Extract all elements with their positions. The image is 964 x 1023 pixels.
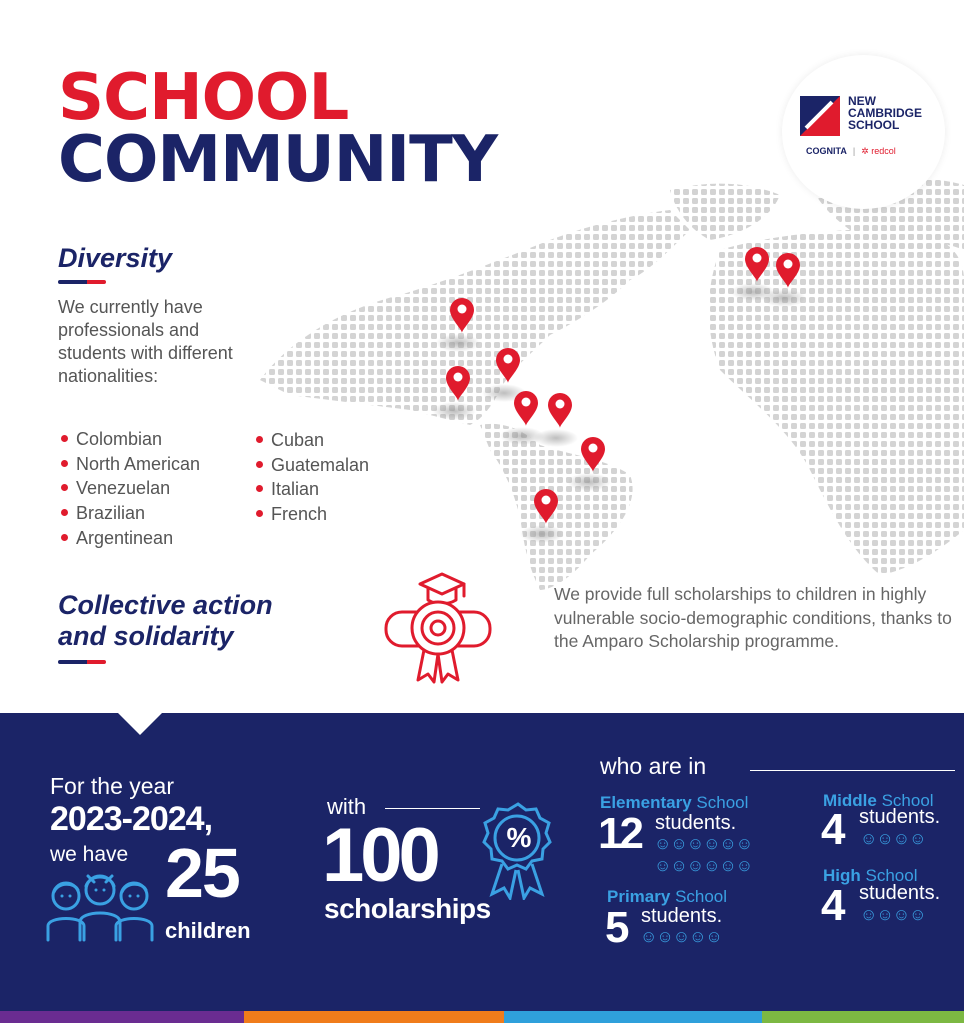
world-map — [250, 170, 964, 590]
diversity-intro: We currently have professionals and students with different nationalities: — [58, 297, 233, 386]
primary-count: 5 — [605, 903, 630, 952]
high-students-label: students. — [859, 882, 941, 904]
europe-africa-dots — [709, 228, 964, 575]
color-strip-purple — [0, 1011, 244, 1023]
heading-underline — [58, 280, 106, 284]
for-the-year-label: For the year — [50, 773, 174, 799]
high-count: 4 — [821, 881, 846, 930]
title-school: SCHOOL — [58, 61, 349, 135]
scholarships-label: scholarships — [324, 893, 491, 924]
title-community: COMMUNITY — [58, 123, 498, 197]
children-label: children — [165, 918, 251, 943]
heading-underline — [58, 660, 106, 664]
percent-sign: % — [506, 822, 532, 853]
primary-students-label: students. — [641, 905, 723, 927]
we-have-label: we have — [50, 843, 129, 866]
elementary-students-label: students. — [655, 812, 737, 834]
divider-line — [750, 770, 955, 771]
color-strip-green — [762, 1011, 964, 1023]
band-notch — [118, 713, 162, 735]
nationality-item: Guatemalan — [253, 453, 369, 478]
logo-partners: COGNITA | ✲ redcol — [806, 146, 896, 156]
nationality-item: French — [253, 502, 369, 527]
diversity-heading: Diversity — [58, 243, 173, 273]
year-label: 2023-2024, — [50, 800, 213, 838]
color-strip-blue — [504, 1011, 762, 1023]
primary-smiley-icons: ☺☺☺☺☺ — [640, 927, 722, 946]
nationality-item: Venezuelan — [58, 476, 200, 501]
elementary-count: 12 — [598, 809, 641, 858]
middle-students-label: students. — [859, 806, 941, 828]
map-pin — [534, 393, 578, 447]
who-are-in-label: who are in — [600, 753, 707, 779]
elementary-school-label: Elementary School — [600, 793, 749, 812]
nationality-list-1 — [58, 427, 200, 551]
scholarship-description: We provide full scholarships to children in highly vulnerable socio-demographic conditions, thanks to the Amparo Scholarship programme. — [554, 584, 952, 651]
scholarship-count: 100 — [322, 813, 437, 898]
nationality-item: Argentinean — [58, 526, 200, 551]
elementary-smiley-icons: ☺☺☺☺☺☺ — [654, 834, 753, 853]
school-logo-icon — [800, 96, 840, 136]
nationality-item: Italian — [253, 477, 369, 502]
divider-line — [385, 808, 480, 809]
children-icon — [44, 870, 156, 942]
north-america-dots — [260, 210, 690, 425]
middle-school-label: Middle School — [823, 791, 934, 810]
scholarship-diploma-icon — [380, 570, 498, 686]
high-smiley-icons: ☺☺☺☺ — [860, 905, 926, 924]
color-strip-orange — [244, 1011, 504, 1023]
with-label: with — [327, 794, 367, 819]
high-school-label: High School — [823, 866, 918, 885]
nationality-item: Cuban — [253, 428, 369, 453]
elementary-smiley-icons: ☺☺☺☺☺☺ — [654, 856, 753, 875]
primary-school-label: Primary School — [607, 887, 728, 906]
logo-wordmark: NEW CAMBRIDGE SCHOOL — [848, 94, 922, 132]
collective-heading: Collective action and solidarity — [58, 590, 273, 651]
middle-smiley-icons: ☺☺☺☺ — [860, 829, 926, 848]
nationality-item: Brazilian — [58, 501, 200, 526]
children-count: 25 — [165, 834, 239, 912]
middle-count: 4 — [821, 805, 846, 854]
nationality-item: North American — [58, 452, 200, 477]
nationality-item: Colombian — [58, 427, 200, 452]
nationality-list-2 — [253, 428, 369, 527]
